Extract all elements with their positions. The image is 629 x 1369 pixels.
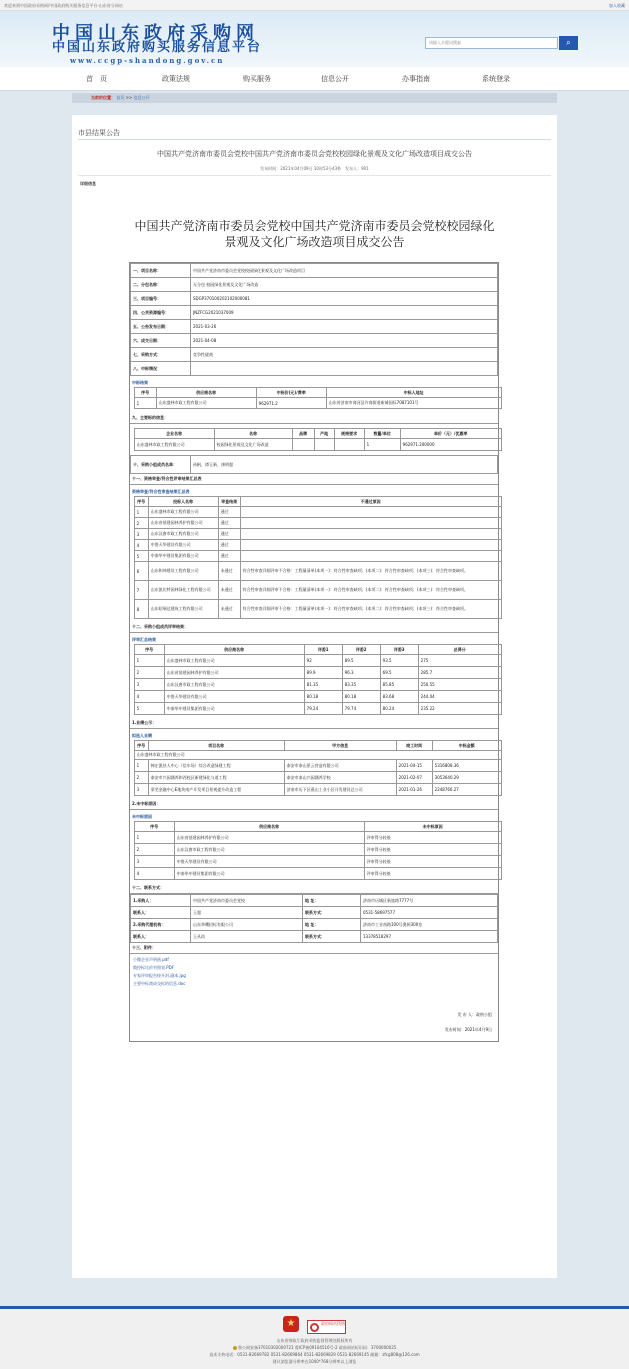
table-cell <box>314 439 334 451</box>
table-cell: 4 <box>134 691 164 703</box>
table-cell: 山东盛林市政工程有限公司 <box>164 655 304 667</box>
content-panel <box>72 115 557 1278</box>
table-row <box>134 600 501 619</box>
table-row <box>134 655 501 667</box>
logo-subtitle[interactable]: 中国山东政府购买服务信息平台 <box>52 40 263 55</box>
site-header <box>0 11 629 67</box>
table-cell: 中泰华中建设集团有限公司 <box>148 551 218 562</box>
table-cell: 山东省基建园林养护有限公司 <box>148 518 218 529</box>
divider <box>78 139 551 140</box>
info-key: 二、分包名称： <box>131 278 191 292</box>
contact-row <box>131 931 498 943</box>
table-cell: 2 <box>134 844 174 856</box>
footer-icp-text: 鲁公网安备37010302000721 鲁ICP备09104516号-2 政府网站标识码：3700000025 <box>237 1345 397 1350</box>
column-header: 未中标原因 <box>364 822 501 832</box>
table-cell: 山东汉唐市政工程有限公司 <box>148 529 218 540</box>
table-cell: 通过 <box>218 529 240 540</box>
table-cell: 275 <box>418 655 501 667</box>
losers-section: 2.未中标原因： <box>130 799 498 810</box>
footer <box>0 1309 629 1369</box>
items-table <box>134 428 502 451</box>
table-row <box>134 529 501 540</box>
table-cell: 3053640.29 <box>432 772 501 784</box>
table-cell: 2021-01-26 <box>396 784 432 796</box>
add-favorite-link[interactable]: 加入收藏 <box>609 3 625 8</box>
table-cell: 1 <box>364 439 400 451</box>
table-row <box>134 760 501 772</box>
contact-value: 济南市历城区新旅路7777号 <box>361 895 498 907</box>
table-cell: 评审得分较低 <box>364 856 501 868</box>
review-section: 十一、资格审查/符合性评审结果汇总表 <box>130 474 498 485</box>
table-cell: 山东昭瑞达建筑工程有限公司 <box>148 600 218 619</box>
table-row <box>134 832 501 844</box>
table-cell: 符合性审查详细评审不合格：工程量清单(本项一)：符合性审查缺项；(本项二)：符合性审查缺项；(本项三)：符合性审查缺项。 <box>240 562 501 581</box>
table-cell: 泰安市泰山兴园涵养学校 <box>284 772 396 784</box>
table-cell: 山东汉唐市政工程有限公司 <box>174 844 364 856</box>
column-header: 评委1 <box>304 645 342 655</box>
table-cell: 莱芜金融中心E地块南产开发项目景观提升改造工程 <box>148 784 284 796</box>
table-cell: 山东汉唐市政工程有限公司 <box>164 679 304 691</box>
review-table <box>134 496 502 619</box>
info-value: 中国共产党济南市委员会党校校园绿化景观及文化广场改造项目 <box>191 264 498 278</box>
column-header: 数量/单位 <box>364 429 400 439</box>
attachment-link[interactable]: 小微企业声明函.pdf <box>133 957 169 962</box>
table-cell: 7 <box>134 581 148 600</box>
table-cell: 韩庄派驻人中心（信车场）综合改造绿建工程 <box>148 760 284 772</box>
column-header: 名称 <box>214 429 292 439</box>
contact-key: 1.采购人： <box>131 895 191 907</box>
table-cell: 山东省基建园林养护有限公司 <box>164 667 304 679</box>
table-cell: 2248766.27 <box>432 784 501 796</box>
contact-table <box>130 894 498 943</box>
attachment-list <box>130 954 498 988</box>
contact-section: 十二、联系方式： <box>130 883 498 894</box>
table-cell: 5 <box>134 703 164 715</box>
main-nav <box>0 67 629 91</box>
search-button[interactable] <box>559 36 578 50</box>
table-cell <box>240 551 501 562</box>
column-header: 序号 <box>134 741 148 751</box>
info-value: 2021-03-26 <box>191 320 498 334</box>
column-header: 中标金额 <box>432 741 501 751</box>
contact-key: 地 址： <box>303 895 361 907</box>
losers-subtitle: 未中标原因 <box>132 814 152 819</box>
table-cell: 中鲁天华建设有限公司 <box>174 856 364 868</box>
performance-table <box>134 740 502 796</box>
table-cell: 2 <box>134 667 164 679</box>
info-row <box>131 306 498 320</box>
column-header: 评委3 <box>380 645 418 655</box>
table-cell: 2021-04-15 <box>396 760 432 772</box>
contact-key: 联系人： <box>131 907 191 919</box>
table-cell: 3 <box>134 784 148 796</box>
table-cell: 83.68 <box>380 691 418 703</box>
table-cell: 2 <box>134 518 148 529</box>
members-key: 十、采购小组成员名单： <box>131 456 191 474</box>
table-cell: 69.5 <box>380 667 418 679</box>
info-row <box>131 292 498 306</box>
winner-table <box>134 387 502 409</box>
table-row <box>134 772 501 784</box>
table-cell: 泰安市泰山景云营造有限公司 <box>284 760 396 772</box>
contact-key: 联系方式： <box>303 931 361 943</box>
table-cell: 79.24 <box>304 703 342 715</box>
column-header: 序号 <box>134 388 156 398</box>
gov-error-badge[interactable] <box>307 1320 346 1334</box>
table-cell: 评审得分较低 <box>364 868 501 880</box>
table-cell: 山东盛林市政工程有限公司 <box>156 398 256 409</box>
contact-value: 13378518297 <box>361 931 498 943</box>
table-cell: 评审得分较低 <box>364 844 501 856</box>
info-value: 无分包 校园绿化景观及文化广场改造 <box>191 278 498 292</box>
table-cell: 5316808.36 <box>432 760 501 772</box>
notice-title: 中国共产党济南市委员会党校中国共产党济南市委员会党校校园绿化景观及文化广场改造项目成交公告 <box>157 150 472 158</box>
attachments-section: 十三、附件： <box>130 943 498 954</box>
footer-support: 技术支持电话：0531-82669782 0531-82669864 0531-82669829 0531-82669145 邮箱：zfcg808@126.com <box>209 1352 420 1357</box>
info-row <box>131 264 498 278</box>
column-header: 规格要求 <box>334 429 364 439</box>
info-row <box>131 348 498 362</box>
table-cell: 962971.200000 <box>400 439 501 451</box>
table-cell: 评审得分较低 <box>364 832 501 844</box>
table-cell: 中鲁天华建设有限公司 <box>164 691 304 703</box>
column-header: 企业名称 <box>134 429 214 439</box>
top-bar <box>0 0 629 11</box>
table-cell: 中泰华中建设集团有限公司 <box>164 703 304 715</box>
column-header: 项目名称 <box>148 741 284 751</box>
performance-subtitle: 拟选人业绩 <box>132 733 152 738</box>
search-input[interactable]: 请输入关键词搜索 <box>425 37 558 49</box>
contact-value: 中国共产党济南市委员会党校 <box>191 895 303 907</box>
info-row <box>131 278 498 292</box>
table-cell: 中泰华中建设集团有限公司 <box>174 868 364 880</box>
table-cell: 山东省基建园林养护有限公司 <box>174 832 364 844</box>
table-row <box>134 784 501 796</box>
footer-browser: 建议浏览器分辨率在1040*768分辨率以上浏览 <box>272 1359 357 1364</box>
info-key: 三、项目编号： <box>131 292 191 306</box>
column-header: 总得分 <box>418 645 501 655</box>
info-row <box>131 320 498 334</box>
table-row <box>134 679 501 691</box>
breadcrumb-current[interactable]: 信息公开 <box>133 95 150 100</box>
table-cell: 8 <box>134 600 148 619</box>
welcome-text: 欢迎来到中国政府采购网/中国政府购买服务信息平台-山东省分网站 <box>4 3 123 8</box>
column-header: 序号 <box>134 645 164 655</box>
table-cell: 1 <box>134 832 174 844</box>
table-cell: 244.04 <box>418 691 501 703</box>
info-value <box>191 362 498 376</box>
basic-info-table <box>130 263 498 376</box>
table-cell: 山东省济南市商河县许商街道新城国际7087101号 <box>326 398 501 409</box>
table-cell: 未通过 <box>218 562 240 581</box>
table-cell: 4 <box>134 868 174 880</box>
publisher: 发 布 人：政购小组 <box>457 1012 492 1017</box>
contact-key: 地 址： <box>303 919 361 931</box>
table-cell: 6 <box>134 562 148 581</box>
nav-policy[interactable]: 政策法规 <box>162 75 190 83</box>
info-row <box>131 362 498 376</box>
table-cell: 96.3 <box>342 667 380 679</box>
column-header: 中标人地址 <box>326 388 501 398</box>
section-title: 市县结果公告 <box>78 129 120 137</box>
table-cell: 3 <box>134 856 174 868</box>
table-row <box>134 844 501 856</box>
table-cell: 92 <box>304 655 342 667</box>
table-cell: 校园绿化景观及文化广场改造 <box>214 439 292 451</box>
document-title: 中国共产党济南市委员会党校中国共产党济南市委员会党校校园绿化景观及文化广场改造项目成交公告 <box>134 219 495 249</box>
table-cell: 80.18 <box>304 691 342 703</box>
contact-row <box>131 907 498 919</box>
info-key: 五、公告发布日期： <box>131 320 191 334</box>
table-cell: 通过 <box>218 518 240 529</box>
breadcrumb <box>72 93 557 103</box>
table-cell: 3 <box>134 679 164 691</box>
table-cell <box>240 540 501 551</box>
contact-row <box>131 919 498 931</box>
table-row <box>134 507 501 518</box>
info-value: 2021-04-08 <box>191 334 498 348</box>
table-cell: 89.9 <box>304 667 342 679</box>
nav-home[interactable]: 首 页 <box>86 75 107 83</box>
members-table <box>130 455 498 474</box>
scores-section: 十二、采购小组成员评审结果： <box>130 622 498 633</box>
table-cell: 83.35 <box>342 679 380 691</box>
contact-value: 王从瑄 <box>191 931 303 943</box>
table-row <box>134 691 501 703</box>
table-cell: 泰安市兴园涵养和西校区新建绿化与道工程 <box>148 772 284 784</box>
losers-table <box>134 821 502 880</box>
table-row <box>134 439 501 451</box>
column-header: 品牌 <box>292 429 314 439</box>
table-row <box>134 581 501 600</box>
performance-company: 山东盛林市政工程有限公司 <box>134 751 501 760</box>
contact-row <box>131 895 498 907</box>
table-cell: 79.74 <box>342 703 380 715</box>
nav-guide[interactable]: 办事指南 <box>402 75 430 83</box>
table-row <box>134 540 501 551</box>
table-cell: 山东凯比特园林绿化工程有限公司 <box>148 581 218 600</box>
logo-url: www.ccgp-shandong.gov.cn <box>70 56 225 65</box>
table-row <box>134 667 501 679</box>
divider <box>78 175 551 176</box>
table-cell: 2 <box>134 772 148 784</box>
table-cell: 89.5 <box>342 655 380 667</box>
footer-copyright: 山东省财政厅政府采购监督管理处版权所有 <box>276 1338 353 1343</box>
nav-services[interactable]: 购买服务 <box>243 75 271 83</box>
column-header: 甲方信息 <box>284 741 396 751</box>
table-cell: 符合性审查详细评审不合格：工程量清单(本项一)：符合性审查缺项；(本项二)：符合性审查缺项；(本项三)：符合性审查缺项。 <box>240 600 501 619</box>
contact-value: 山东华曙招标有限公司 <box>191 919 303 931</box>
column-header: 序号 <box>134 497 148 507</box>
attachment-link[interactable]: 数控标比价对照表.PDF <box>133 965 175 970</box>
table-cell: 81.35 <box>304 679 342 691</box>
contact-value: 0531-58697577 <box>361 907 498 919</box>
table-cell: 山东盛林市政工程有限公司 <box>134 439 214 451</box>
table-cell <box>292 439 314 451</box>
column-header: 产地 <box>314 429 334 439</box>
footer-icp <box>0 1345 629 1351</box>
breadcrumb-home[interactable]: 首页 <box>116 95 125 100</box>
table-cell: 2021-02-07 <box>396 772 432 784</box>
contact-key: 2.采购代理机构： <box>131 919 191 931</box>
contact-key: 联系人： <box>131 931 191 943</box>
table-cell: 250.55 <box>418 679 501 691</box>
contact-key: 联系方式： <box>303 907 361 919</box>
table-cell: 93.5 <box>380 655 418 667</box>
table-cell: 4 <box>134 540 148 551</box>
table-cell: 1 <box>134 507 148 518</box>
nav-login[interactable]: 系统登录 <box>482 75 510 83</box>
column-header: 供应商名称 <box>174 822 364 832</box>
table-row <box>134 551 501 562</box>
column-header: 中标价(元)/费率 <box>256 388 326 398</box>
review-subtitle: 资格审查/符合性审查结果汇总表 <box>132 489 190 494</box>
info-value: 竞争性磋商 <box>191 348 498 362</box>
table-cell: 285.7 <box>418 667 501 679</box>
info-key: 六、成交日期： <box>131 334 191 348</box>
contact-value: 王超 <box>191 907 303 919</box>
members-value: 孙帆、谭玉新、康明超 <box>191 456 498 474</box>
column-header: 不通过原因 <box>240 497 501 507</box>
table-cell: 通过 <box>218 551 240 562</box>
publish-date: 发布时间：2021年4月9日 <box>444 1027 492 1032</box>
table-cell: 符合性审查详细评审不合格：工程量清单(本项一)：符合性审查缺项；(本项二)：符合性审查缺项；(本项三)：符合性审查缺项。 <box>240 581 501 600</box>
nav-info[interactable]: 信息公开 <box>321 75 349 83</box>
performance-section: 1.业绩公示： <box>130 718 498 729</box>
table-cell: 962971.2 <box>256 398 326 409</box>
table-cell: 1 <box>134 760 148 772</box>
table-cell: 山东和坤建设工程有限公司 <box>148 562 218 581</box>
table-cell <box>240 507 501 518</box>
info-key: 七、采购方式： <box>131 348 191 362</box>
table-cell: 80.18 <box>342 691 380 703</box>
table-cell: 1 <box>134 655 164 667</box>
table-cell: 通过 <box>218 540 240 551</box>
table-cell <box>334 439 364 451</box>
table-cell: 未通过 <box>218 581 240 600</box>
breadcrumb-sep: >> <box>125 95 133 100</box>
column-header: 单价（元）/优惠率 <box>400 429 501 439</box>
gov-badge-text: 政府网站找错 <box>321 1321 345 1326</box>
table-cell: 85.85 <box>380 679 418 691</box>
info-key: 四、公共资源编号： <box>131 306 191 320</box>
contact-value: 济南市工业南路100号奥顿300室 <box>361 919 498 931</box>
logo-title[interactable]: 中国山东政府采购网 <box>52 23 259 44</box>
table-cell: 80.24 <box>380 703 418 715</box>
table-row <box>134 856 501 868</box>
table-cell: 中鲁天华建设有限公司 <box>148 540 218 551</box>
table-cell: 1 <box>134 398 156 409</box>
table-cell: 济南市历下区燕山工业小区开发建设总公司 <box>284 784 396 796</box>
gov-badge-icon <box>310 1323 319 1332</box>
party-emblem-icon[interactable]: ★ <box>283 1316 299 1332</box>
notice-meta: 发布时间：2021年04月09日 10时53分43秒 发布人：901 <box>260 166 369 171</box>
table-cell <box>240 518 501 529</box>
column-header: 竣工时间 <box>396 741 432 751</box>
table-cell: 通过 <box>218 507 240 518</box>
search-icon: ⌕ <box>566 38 571 47</box>
table-row <box>134 868 501 880</box>
table-row <box>134 398 501 409</box>
table-cell: 5 <box>134 551 148 562</box>
table-row <box>134 518 501 529</box>
breadcrumb-label: 当前的位置： <box>91 95 115 100</box>
items-section: 九、主要标的信息： <box>130 413 498 424</box>
announcement-document <box>129 262 499 1042</box>
table-row <box>134 562 501 581</box>
police-badge-icon <box>233 1346 237 1350</box>
info-key: 一、项目名称： <box>131 264 191 278</box>
column-header: 序号 <box>134 822 174 832</box>
table-cell: 山东盛林市政工程有限公司 <box>148 507 218 518</box>
attachment-link[interactable]: 主要中标商成交标的信息.doc <box>133 981 186 986</box>
attachment-link[interactable]: 专家评审报告按开封.副本.jpg <box>133 973 186 978</box>
column-header: 供应商名称 <box>156 388 256 398</box>
scores-table <box>134 644 502 715</box>
info-value: SDGP370100202102000081 <box>191 292 498 306</box>
column-header: 评委2 <box>342 645 380 655</box>
scores-subtitle: 评审汇总结果 <box>132 637 156 642</box>
detail-label: 详细信息 <box>80 181 96 186</box>
table-cell: 3 <box>134 529 148 540</box>
table-cell: 235.22 <box>418 703 501 715</box>
info-key: 八、中标情况： <box>131 362 191 376</box>
table-cell <box>240 529 501 540</box>
info-value: JNZFCG2021037009 <box>191 306 498 320</box>
table-cell: 未通过 <box>218 600 240 619</box>
column-header: 供应商名称 <box>164 645 304 655</box>
winner-subtitle: 中标结果 <box>132 380 148 385</box>
table-row <box>134 703 501 715</box>
info-row <box>131 334 498 348</box>
column-header: 投标人名称 <box>148 497 218 507</box>
column-header: 审查结果 <box>218 497 240 507</box>
